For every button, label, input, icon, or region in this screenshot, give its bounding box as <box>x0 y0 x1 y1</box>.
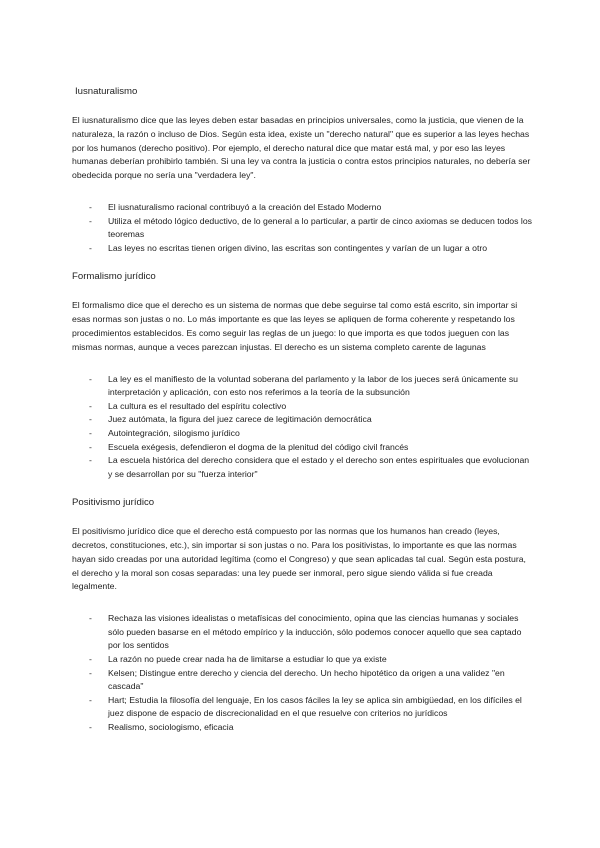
dash-bullet-icon: - <box>89 427 92 438</box>
dash-bullet-icon: - <box>89 373 92 384</box>
list-item <box>72 373 532 400</box>
section <box>72 85 532 255</box>
dash-bullet-icon: - <box>89 613 92 624</box>
section-paragraph: El formalismo dice que el derecho es un sistema de normas que debe seguirse tal como está escrito, sin importar si esas normas son justas o no. Lo más importante es que las leyes se apliquen de forma coherente y respetando los procedimientos establecidos. Es como seguir las reglas de un juego: lo que importa es que todos jueguen con las mismas normas, aunque a veces parezcan injustas. El derecho es un sistema completo carente de lagunas <box>72 300 518 352</box>
list-item <box>72 427 532 441</box>
list-item-text: Hart; Estudia la filosofía del lenguaje, En los casos fáciles la ley se aplica sin ambigüedad, en los difíciles el juez dispone de espacio de discrecionalidad en el que resuelve con criterios no jurídicos <box>108 694 522 719</box>
bullet-list <box>72 201 532 255</box>
list-item <box>72 400 532 414</box>
list-item <box>72 454 532 481</box>
list-item <box>72 612 532 653</box>
dash-bullet-icon: - <box>89 414 92 425</box>
section <box>72 496 532 734</box>
dash-bullet-icon: - <box>89 242 92 253</box>
list-item-text: Rechaza las visiones idealistas o metafísicas del conocimiento, opina que las ciencias humanas y sociales sólo pueden basarse en el método empírico y la inducción, sólo podemos conocer aquello que sea captado por los sentidos <box>108 613 522 651</box>
list-item-text: La razón no puede crear nada ha de limitarse a estudiar lo que ya existe <box>108 654 387 665</box>
dash-bullet-icon: - <box>89 441 92 452</box>
dash-bullet-icon: - <box>89 722 92 733</box>
list-item-text: Kelsen; Distingue entre derecho y ciencia del derecho. Un hecho hipotético da origen a una validez "en cascada" <box>108 667 505 692</box>
list-item-text: Utiliza el método lógico deductivo, de lo general a lo particular, a partir de cinco axiomas se deducen todos los teoremas <box>108 215 532 240</box>
list-item <box>72 653 532 667</box>
list-item-text: La ley es el manifiesto de la voluntad soberana del parlamento y la labor de los jueces será únicamente su interpretación y aplicación, con esto nos referimos a la teoría de la subsunción <box>108 373 519 398</box>
list-item <box>72 242 532 256</box>
list-item-text: Juez autómata, la figura del juez carece de legitimación democrática <box>108 414 372 425</box>
section <box>72 270 532 481</box>
dash-bullet-icon: - <box>89 455 92 466</box>
dash-bullet-icon: - <box>89 201 92 212</box>
section-heading: Iusnaturalismo <box>75 86 138 97</box>
list-item <box>72 215 532 242</box>
dash-bullet-icon: - <box>89 667 92 678</box>
section-heading: Positivismo jurídico <box>72 497 155 509</box>
list-item <box>72 667 532 694</box>
list-item <box>72 694 532 721</box>
list-item-text: La escuela histórica del derecho considera que el estado y el derecho son entes espirituales que evolucionan y se desarrollan por su "fuerza interior" <box>108 455 530 479</box>
section-heading: Formalismo jurídico <box>72 271 156 283</box>
dash-bullet-icon: - <box>89 694 92 705</box>
dash-bullet-icon: - <box>89 400 92 411</box>
section-paragraph: El positivismo jurídico dice que el derecho está compuesto por las normas que los humanos han creado (leyes, decretos, constituciones, etc.), sin importar si son justas o no. Para los positivistas, lo importante es que las normas hayan sido creadas por una autoridad legítima (como el Congreso) y que sean aplicadas tal cual. Según esta postura, el derecho y la moral son cosas separadas: una ley puede ser inmoral, pero sigue siendo válida si fue creada legalmente. <box>72 526 526 592</box>
list-item <box>72 721 532 735</box>
dash-bullet-icon: - <box>89 215 92 226</box>
list-item <box>72 413 532 427</box>
bullet-list <box>72 612 532 734</box>
document-body <box>72 85 532 735</box>
list-item-text: Realismo, sociologismo, eficacia <box>108 722 234 733</box>
section-paragraph: El iusnaturalismo dice que las leyes deben estar basadas en principios universales, como la justicia, que vienen de la naturaleza, la razón o incluso de Dios. Según esta idea, existe un "derecho natural" que es superior a las leyes hechas por los humanos (derecho positivo). Por ejemplo, el derecho natural dice que matar está mal, y por eso las leyes humanas deberían prohibirlo también. Si una ley va contra la justicia o contra estos principios naturales, no debería ser obedecida porque no sería una "verdadera ley". <box>72 115 531 181</box>
list-item-text: La cultura es el resultado del espíritu colectivo <box>108 400 287 411</box>
list-item-text: Autointegración, silogismo jurídico <box>108 427 240 438</box>
dash-bullet-icon: - <box>89 654 92 665</box>
list-item <box>72 201 532 215</box>
bullet-list <box>72 373 532 482</box>
list-item-text: El iusnaturalismo racional contribuyó a la creación del Estado Moderno <box>108 201 382 212</box>
list-item-text: Escuela exégesis, defendieron el dogma de la plenitud del código civil francés <box>108 441 409 452</box>
list-item-text: Las leyes no escritas tienen origen divino, las escritas son contingentes y varían de un lugar a otro <box>108 242 488 253</box>
list-item <box>72 441 532 455</box>
